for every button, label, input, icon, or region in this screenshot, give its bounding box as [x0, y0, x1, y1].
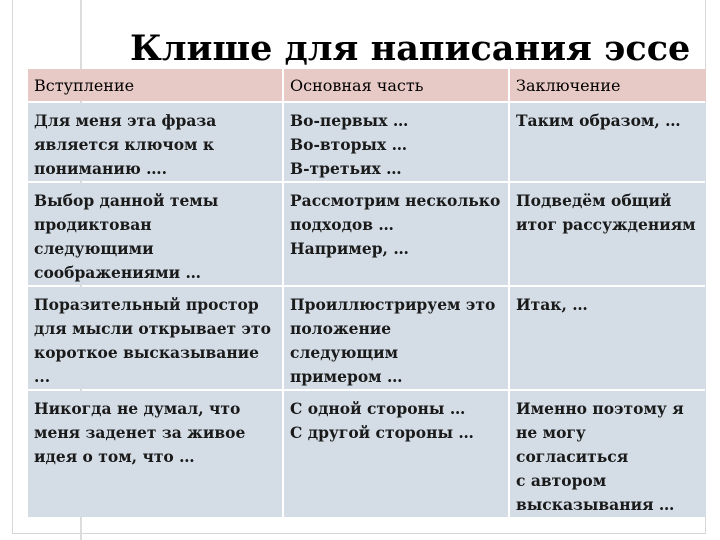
header-main-part: Основная часть	[284, 69, 508, 101]
table-cell: С одной стороны … С другой стороны …	[284, 391, 508, 517]
cliche-table	[26, 67, 708, 519]
header-introduction: Вступление	[28, 69, 282, 101]
table-cell: Никогда не думал, что меня заденет за живое идея о том, что …	[28, 391, 282, 517]
table-cell: Подведём общий итог рассуждениям	[510, 183, 706, 285]
table-cell: Поразительный простор для мысли открывает это короткое высказывание ...	[28, 287, 282, 389]
table-row	[28, 183, 706, 285]
table-row	[28, 103, 706, 181]
table-cell: Именно поэтому я не могу согласиться с автором высказывания …	[510, 391, 706, 517]
table-cell: Во-первых … Во-вторых … В-третьих …	[284, 103, 508, 181]
table-cell: Выбор данной темы продиктован следующими соображениями …	[28, 183, 282, 285]
table-row	[28, 391, 706, 517]
table-cell: Проиллюстрируем это положение следующим примером …	[284, 287, 508, 389]
table-row	[28, 287, 706, 389]
table-cell: Итак, …	[510, 287, 706, 389]
table-cell: Рассмотрим несколько подходов … Например, …	[284, 183, 508, 285]
page-title: Клише для написания эссе	[130, 28, 691, 69]
table-cell: Таким образом, …	[510, 103, 706, 181]
table-cell: Для меня эта фраза является ключом к пониманию ….	[28, 103, 282, 181]
table-header-row	[28, 69, 706, 101]
header-conclusion: Заключение	[510, 69, 706, 101]
